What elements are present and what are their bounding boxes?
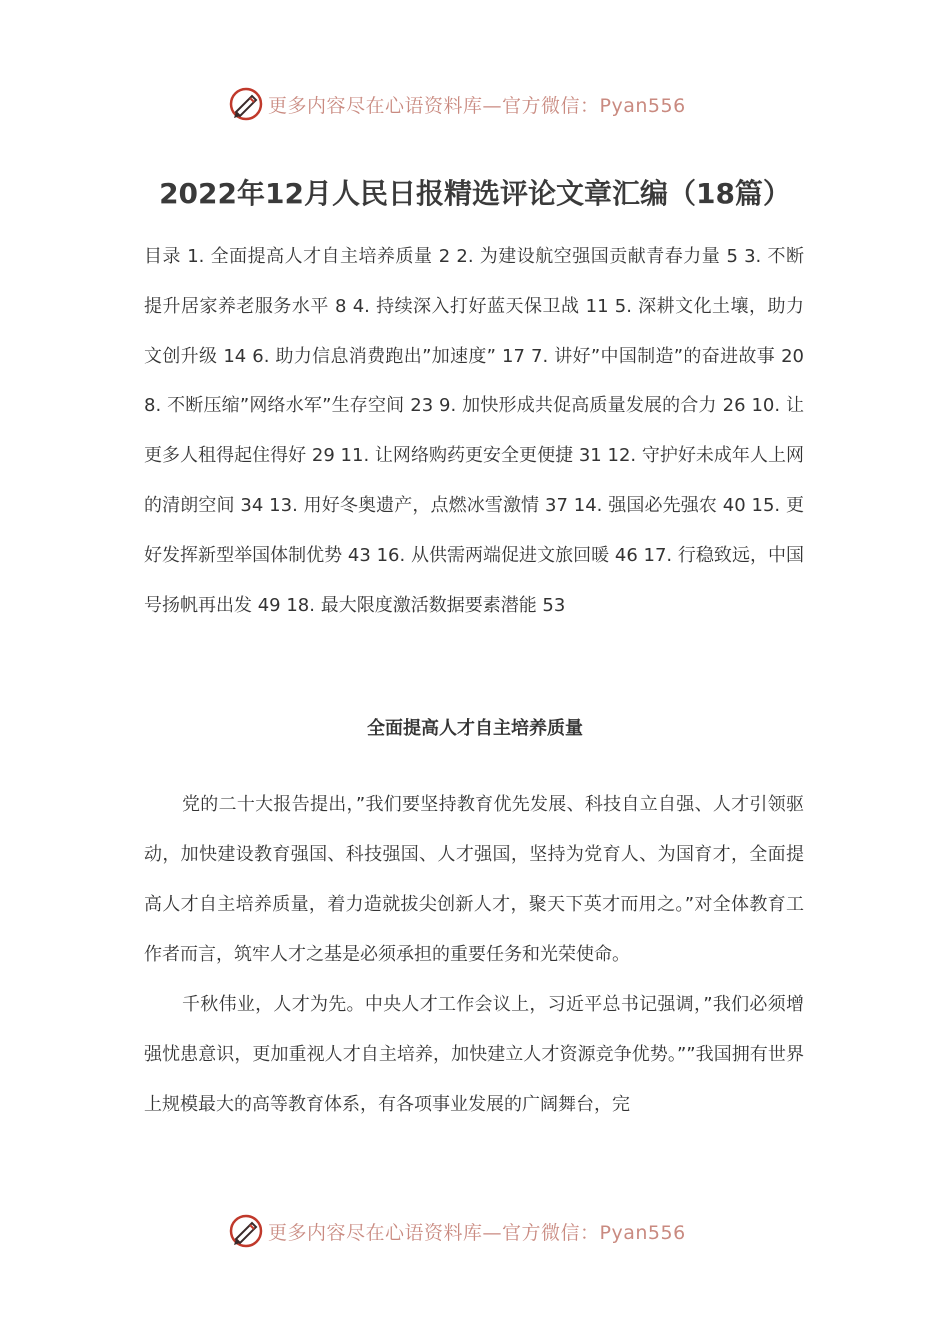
banner-text — [268, 91, 686, 118]
banner-dash: — — [482, 94, 503, 117]
paragraph: 千秋伟业，人才为先。中央人才工作会议上，习近平总书记强调，”我们必须增强忧患意识，更加重视人才自主培养，加快建立人才资源竞争优势。””我国拥有世界上规模最大的高等教育体系，有各项事业发展的广阔舞台，完 — [144, 994, 804, 1115]
section-heading: 全面提高人才自主培养质量 — [367, 718, 583, 739]
pen-logo-icon — [228, 1213, 264, 1249]
banner-wechat-id: Pyan556 — [599, 1221, 686, 1244]
document-title: 2022年12月人民日报精选评论文章汇编（18篇） — [159, 177, 791, 210]
banner-text — [268, 1218, 686, 1245]
paragraph: 党的二十大报告提出，”我们要坚持教育优先发展、科技自立自强、人才引领驱动，加快建设教育强国、科技强国、人才强国，坚持为党育人、为国育才，全面提高人才自主培养质量，着力造就拔尖创新人才，聚天下英才而用之。”对全体教育工作者而言，筑牢人才之基是必须承担的重要任务和光荣使命。 — [144, 794, 804, 965]
banner-dash: — — [482, 1221, 503, 1244]
header-banner — [0, 84, 950, 124]
footer-banner — [0, 1211, 950, 1251]
banner-wechat-label: 官方微信： — [502, 1221, 600, 1244]
banner-content — [228, 1211, 686, 1251]
banner-slogan: 更多内容尽在心语资料库 — [268, 94, 483, 117]
banner-slogan: 更多内容尽在心语资料库 — [268, 1221, 483, 1244]
table-of-contents: 目录 1. 全面提高人才自主培养质量 2 2. 为建设航空强国贡献青春力量 5 3. 不断提升居家养老服务水平 8 4. 持续深入打好蓝天保卫战 11 5. 深耕文化土壤，助力文创升级 14 6. 助力信息消费跑出”加速度” 17 7. 讲好”中国制造”的奋进故事 20 8. 不断压缩”网络水军”生存空间 23 9. 加快形成共促高质量发展的合力 26 10. 让更多人租得起住得好 29 11. 让网络购药更安全更便捷 31 12. 守护好未成年人上网的清朗空间 34 13. 用好冬奥遗产，点燃冰雪激情 37 14. 强国必先强农 40 15. 更好发挥新型举国体制优势 43 16. 从供需两端促进文旅回暖 46 17. 行稳致远，中国号扬帆再出发 49 18. 最大限度激活数据要素潜能 53 — [144, 246, 804, 616]
article-body — [144, 780, 804, 1130]
banner-content — [228, 84, 686, 124]
pen-logo-icon — [228, 86, 264, 122]
banner-wechat-id: Pyan556 — [599, 94, 686, 117]
banner-wechat-label: 官方微信： — [502, 94, 600, 117]
